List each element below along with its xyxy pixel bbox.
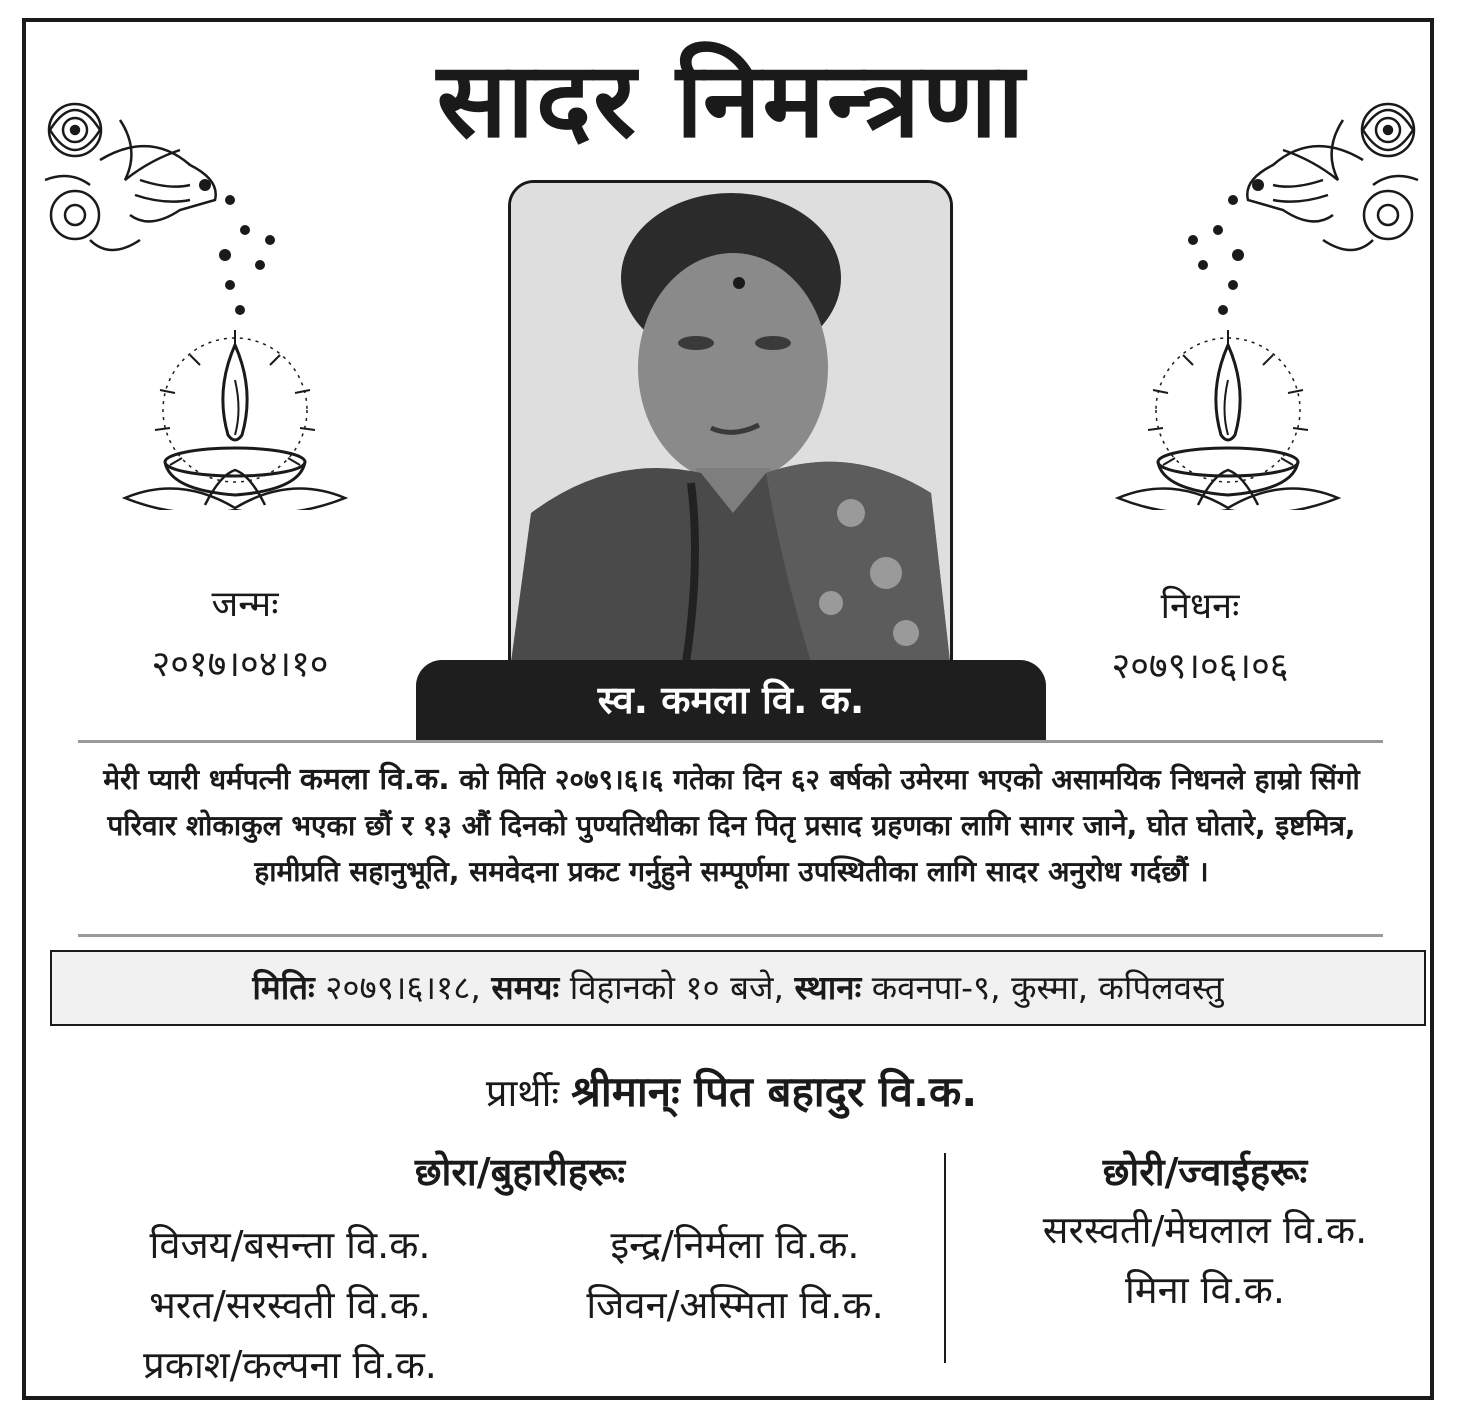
place-label: स्थानः	[794, 968, 862, 1007]
message-after: को मिति २०७९।६।६ गतेका दिन ६२ बर्षको उमेरमा भएको असामयिक निधनले हाम्रो सिंगो परिवार शोकाकुल भएका छौं र १३ औं दिनको पुण्यतिथीका दिन पितृ प्रसाद ग्रहणका लागि सागर जाने, घोत घोतारे, इष्टमित्र, हामीप्रति सहानुभूति, समवेदना प्रकट गर्नुहुने सम्पूर्णमा उपस्थितीका लागि सादर अनुरोध गर्दछौं ।	[107, 763, 1360, 888]
place-value: कवनपा-९, कुस्मा, कपिलवस्तु	[861, 968, 1224, 1007]
death-date: २०७९।०६।०६	[1111, 646, 1289, 687]
daughter-member: सरस्वती/मेघलाल वि.क.	[1042, 1208, 1368, 1252]
time-value: विहानको १० बजे,	[559, 968, 795, 1007]
birth-date: २०१७।०४।१०	[151, 644, 329, 685]
portrait-photo	[508, 180, 953, 665]
portrait-illustration	[511, 183, 950, 662]
sons-heading: छोरा/बुहारीहरूः	[414, 1150, 626, 1194]
daughters-heading: छोरी/ज्वाईहरूः	[1102, 1150, 1308, 1194]
lamp-ornament-left	[30, 90, 350, 510]
requester-name: श्रीमान्ः पित बहादुर वि.क.	[571, 1067, 978, 1116]
column-divider	[944, 1153, 946, 1363]
time-label: समयः	[491, 968, 560, 1007]
message-before: मेरी प्यारी धर्मपत्नी	[103, 763, 300, 796]
death-label: निधनः	[1160, 586, 1240, 627]
son-member: जिवन/अस्मिता वि.क.	[586, 1283, 884, 1327]
message-name: कमला वि.क.	[299, 762, 450, 797]
page-title: सादर निमन्त्रणा	[436, 39, 1027, 161]
son-member: विजय/बसन्ता वि.क.	[149, 1223, 431, 1267]
divider-top	[78, 740, 1383, 743]
date-label: मितिः	[252, 968, 315, 1007]
son-member: भरत/सरस्वती वि.क.	[149, 1283, 431, 1327]
tribute-message	[90, 757, 1373, 895]
divider-bottom	[78, 934, 1383, 937]
lamp-ornament-right	[1113, 90, 1433, 510]
deceased-name-plate: स्व. कमला वि. क.	[416, 660, 1046, 740]
daughter-member: मिना वि.क.	[1125, 1268, 1285, 1312]
date-value: २०७९।६।१८,	[314, 968, 492, 1007]
birth-label: जन्मः	[211, 584, 279, 625]
requester-label: प्रार्थीः	[485, 1071, 572, 1115]
requester-line	[0, 1062, 1463, 1119]
son-member: प्रकाश/कल्पना वि.क.	[143, 1343, 437, 1387]
event-info-box	[50, 950, 1426, 1026]
son-member: इन्द्र/निर्मला वि.क.	[610, 1223, 860, 1267]
